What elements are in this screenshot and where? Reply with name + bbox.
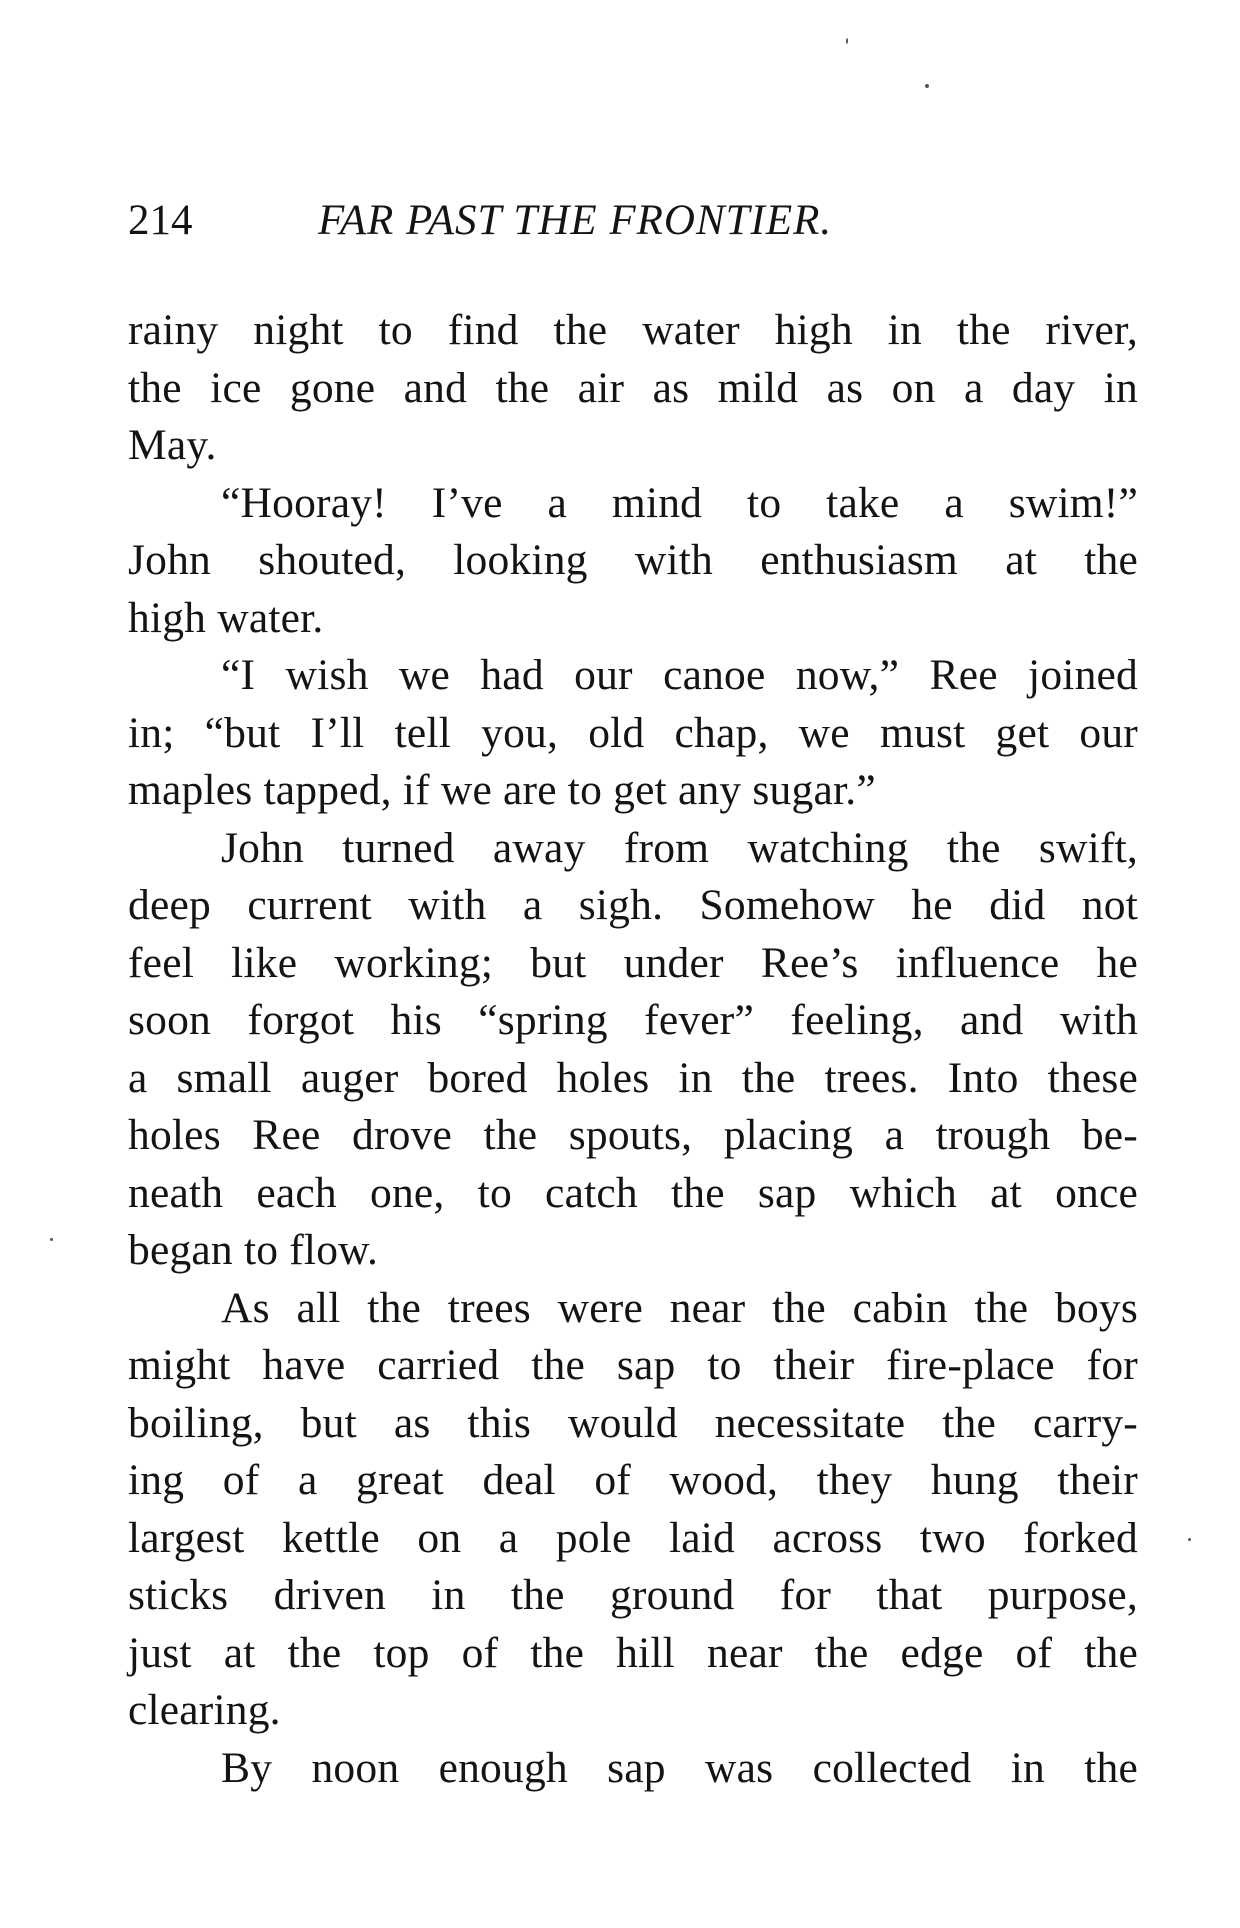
scan-speck bbox=[925, 84, 929, 88]
text-line: feel like working; but under Ree’s influence he bbox=[128, 938, 1138, 987]
text-line: ing of a great deal of wood, they hung their bbox=[128, 1456, 1138, 1504]
text-line: the ice gone and the air as mild as on a day in bbox=[128, 363, 1138, 412]
text-line: May. bbox=[128, 421, 217, 469]
text-line: John turned away from watching the swift, bbox=[221, 823, 1138, 872]
text-line: By noon enough sap was collected in the bbox=[221, 1743, 1138, 1792]
text-line: boiling, but as this would necessitate the carry- bbox=[128, 1398, 1138, 1447]
text-line: largest kettle on a pole laid across two forked bbox=[128, 1513, 1138, 1562]
running-head bbox=[128, 196, 1138, 246]
scan-speck bbox=[50, 1238, 53, 1241]
page-number: 214 bbox=[128, 197, 193, 244]
text-line: sticks driven in the ground for that purpose, bbox=[128, 1571, 1138, 1619]
text-line: “I wish we had our canoe now,” Ree joined bbox=[221, 651, 1138, 699]
body-text bbox=[128, 302, 1138, 1797]
text-line: high water. bbox=[128, 593, 324, 642]
text-line: “Hooray! I’ve a mind to take a swim!” bbox=[221, 478, 1138, 527]
text-line: in; “but I’ll tell you, old chap, we must get our bbox=[128, 708, 1138, 757]
text-line: soon forgot his “spring fever” feeling, and with bbox=[128, 996, 1138, 1044]
text-line: a small auger bored holes in the trees. Into these bbox=[128, 1053, 1138, 1102]
text-line: maples tapped, if we are to get any sugar.” bbox=[128, 766, 876, 814]
scan-speck bbox=[1188, 1538, 1191, 1541]
text-line: rainy night to find the water high in the river, bbox=[128, 306, 1138, 354]
text-line: began to flow. bbox=[128, 1226, 379, 1274]
text-line: John shouted, looking with enthusiasm at the bbox=[128, 536, 1138, 584]
text-line: might have carried the sap to their fire-place for bbox=[128, 1341, 1138, 1389]
running-title: FAR PAST THE FRONTIER. bbox=[318, 197, 833, 244]
scan-speck bbox=[846, 38, 848, 44]
text-line: neath each one, to catch the sap which at once bbox=[128, 1168, 1138, 1217]
text-line: deep current with a sigh. Somehow he did not bbox=[128, 881, 1138, 929]
text-line: holes Ree drove the spouts, placing a trough be- bbox=[128, 1111, 1138, 1159]
text-line: just at the top of the hill near the edge of the bbox=[128, 1628, 1138, 1677]
text-line: As all the trees were near the cabin the boys bbox=[221, 1283, 1138, 1332]
text-line: clearing. bbox=[128, 1686, 281, 1734]
